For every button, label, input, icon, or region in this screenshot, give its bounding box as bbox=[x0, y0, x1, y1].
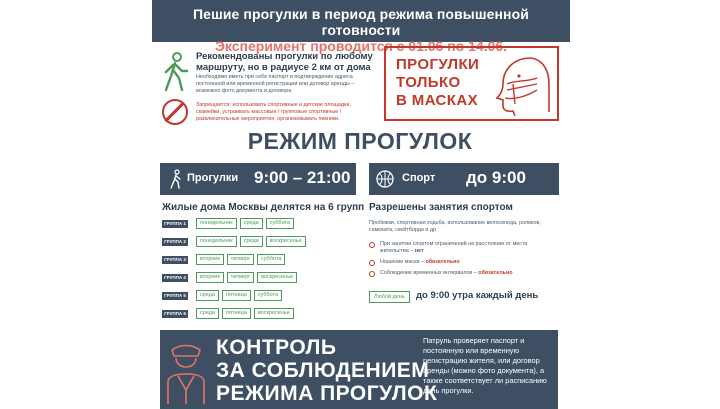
recommend-text: Необходимо иметь при себе паспорт и подтверждение адреса постоянной или временной регистрации или договор аренды – возможно фото документа и договора bbox=[196, 74, 355, 94]
sport-time-note: до 9:00 утра каждый день bbox=[416, 290, 539, 301]
list-item: ГРУППА 1 понедельник среда суббота bbox=[162, 218, 294, 229]
mask-notice-text: ПРОГУЛКИ ТОЛЬКО В МАСКАХ bbox=[396, 56, 480, 109]
walk-time: 9:00 – 21:00 bbox=[254, 168, 351, 187]
basketball-icon bbox=[375, 169, 395, 189]
sport-rule-distance: При занятии спортом ограничений на расстояние от места жительства – нет bbox=[369, 241, 557, 255]
sport-text: Пробежки, спортивная ходьба, использование велосипеда, роликов, самоката, скейтборда и др. bbox=[369, 220, 541, 233]
walk-label: Прогулки bbox=[187, 172, 239, 184]
bullet-icon bbox=[369, 260, 375, 266]
bullet-icon bbox=[369, 242, 375, 248]
bullet-icon bbox=[369, 271, 375, 277]
list-item: ГРУППА 3 вторник четверг суббота bbox=[162, 254, 285, 265]
recommend-title: Рекомендованы прогулки по любому маршруту, но в радиусе 2 км от дома bbox=[196, 51, 373, 73]
header-title: Пешие прогулки в период режима повышенной готовности bbox=[193, 6, 529, 38]
control-title: КОНТРОЛЬ ЗА СОБЛЮДЕНИЕМ РЕЖИМА ПРОГУЛОК bbox=[216, 336, 438, 405]
walking-person-icon bbox=[160, 52, 190, 92]
patrol-text: Патруль проверяет паспорт и постоянную или временную регистрацию жителя, или договор аренды (можно фото документа), а также соответствует ли расписанию день прогулки. bbox=[423, 336, 547, 395]
any-day-badge: Любой день bbox=[369, 291, 410, 303]
control-banner bbox=[160, 330, 558, 409]
no-picnic-icon bbox=[162, 99, 188, 125]
sport-time: до 9:00 bbox=[466, 168, 526, 187]
mode-title: РЕЖИМ ПРОГУЛОК bbox=[247, 128, 473, 154]
list-item: ГРУППА 2 понедельник среда воскресенье bbox=[162, 236, 306, 247]
list-item: ГРУППА 4 вторник четверг воскресенье bbox=[162, 272, 297, 283]
walking-person-icon bbox=[166, 169, 186, 189]
houses-title: Жилые дома Москвы делятся на 6 групп bbox=[162, 202, 365, 213]
sport-label: Спорт bbox=[402, 172, 436, 184]
sport-title: Разрешены занятия спортом bbox=[369, 202, 513, 213]
sport-rule-interval: Соблюдение временных интервалов – обязательно bbox=[369, 270, 513, 277]
list-item: ГРУППА 6 среда пятница воскресенье bbox=[162, 308, 294, 319]
mask-notice bbox=[384, 46, 559, 121]
sport-rule-mask: Ношение маски – обязательно bbox=[369, 259, 460, 266]
header-banner bbox=[152, 0, 570, 54]
walk-time-bar bbox=[160, 163, 356, 195]
list-item: ГРУППА 5 среда пятница суббота bbox=[162, 290, 282, 301]
forbidden-text: Запрещается: использовать спортивные и детские площадки, скамейки, устраивать массовые / групповые спортивные / развлекательные мероприятия, организовывать пикники. bbox=[196, 102, 351, 122]
masked-face-icon bbox=[491, 54, 551, 116]
police-officer-icon bbox=[164, 340, 208, 404]
sport-time-bar bbox=[369, 163, 559, 195]
header-subtitle: Эксперимент проводится с 01.06 по 14.06. bbox=[214, 38, 508, 54]
